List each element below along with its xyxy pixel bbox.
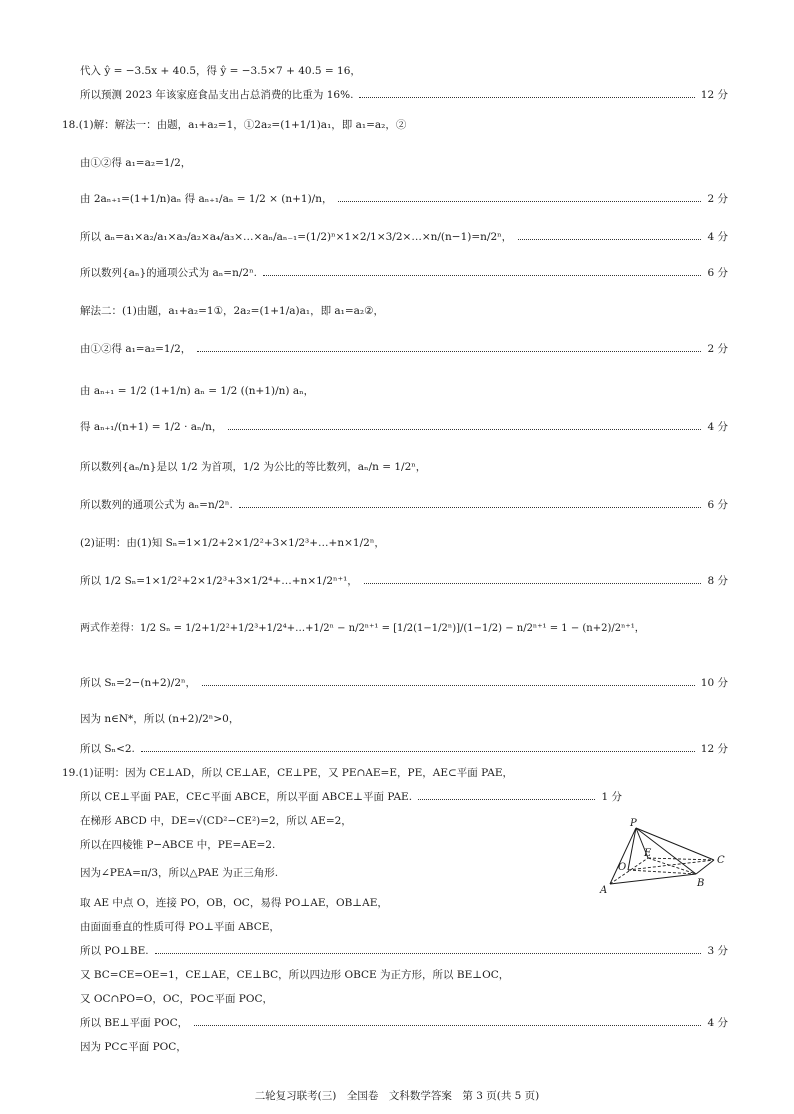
pyramid-figure (596, 818, 736, 896)
label-b: B (697, 878, 705, 889)
dot-leader (338, 201, 701, 202)
dot-leader (263, 275, 702, 276)
edge-oc (628, 860, 714, 870)
score-label: 2 分 (707, 343, 728, 355)
dot-leader (418, 799, 595, 800)
line-text: 所以 Sₙ=2−(n+2)/2ⁿ， (80, 677, 197, 689)
dot-leader (359, 97, 694, 98)
line-text: 由①②得 a₁=a₂=1/2， (80, 343, 192, 355)
scored-line (80, 420, 728, 434)
label-c: C (717, 855, 725, 866)
score-label: 4 分 (707, 231, 728, 243)
edge-ec (648, 858, 714, 860)
text-line: 由①②得 a₁=a₂=1/2， (80, 157, 192, 169)
text-line: 因为 PC⊂平面 POC， (80, 1041, 187, 1053)
scored-line (80, 192, 728, 206)
dot-leader (141, 751, 695, 752)
line-text: 所以 aₙ=a₁×a₂/a₁×a₃/a₂×a₄/a₃×…×aₙ/aₙ₋₁=(1/2)ⁿ×1×2/1×3/2×…×n/(n−1)=n/2ⁿ， (80, 231, 513, 243)
scored-line (80, 88, 728, 102)
label-e: E (644, 848, 652, 859)
score-label: 1 分 (601, 791, 622, 803)
text-line: 所以在四棱锥 P−ABCE 中，PE=AE=2. (80, 839, 276, 851)
problem-18-heading: 18.(1)解：解法一：由题，a₁+a₂=1，①2a₂=(1+1/1)a₁，即 a₁=a₂，② (62, 119, 407, 131)
text-line: 代入 ŷ = −3.5x + 40.5，得 ŷ = −3.5×7 + 40.5 = 16， (80, 65, 361, 77)
text-line: 又 BC=CE=OE=1，CE⊥AE，CE⊥BC，所以四边形 OBCE 为正方形，所以 BE⊥OC， (80, 969, 510, 981)
text-line: 因为 n∈N*，所以 (n+2)/2ⁿ>0， (80, 713, 240, 725)
text-line: 在梯形 ABCD 中，DE=√(CD²−CE²)=2，所以 AE=2， (80, 815, 352, 827)
scored-line (80, 676, 728, 690)
scored-line (80, 790, 622, 804)
text-line: 取 AE 中点 O，连接 PO，OB，OC，易得 PO⊥AE，OB⊥AE， (80, 897, 388, 909)
text-line: 由 aₙ₊₁ = 1/2 (1+1/n) aₙ = 1/2 ((n+1)/n) aₙ， (80, 385, 315, 397)
line-text: 所以 PO⊥BE. (80, 945, 149, 957)
edge-po (628, 828, 636, 870)
scored-line (80, 1016, 728, 1030)
scored-line (80, 944, 728, 958)
dot-leader (197, 351, 701, 352)
dot-leader (202, 685, 695, 686)
label-o: O (618, 862, 627, 873)
score-label: 12 分 (700, 743, 728, 755)
page-footer: 二轮复习联考(三) 全国卷 文科数学答案 第 3 页(共 5 页) (254, 1090, 540, 1102)
score-label: 2 分 (707, 193, 728, 205)
score-label: 4 分 (707, 421, 728, 433)
text-line: 解法二：(1)由题，a₁+a₂=1①，2a₂=(1+1/a)a₁，即 a₁=a₂②， (80, 305, 385, 317)
dot-leader (155, 953, 702, 954)
score-label: 8 分 (707, 575, 728, 587)
scored-line (80, 230, 728, 244)
edge-ob (628, 870, 696, 874)
text-line: (2)证明：由(1)知 Sₙ=1×1/2+2×1/2²+3×1/2³+…+n×1/2ⁿ， (80, 537, 385, 549)
line-text: 所以数列{aₙ}的通项公式为 aₙ=n/2ⁿ. (80, 267, 257, 279)
text-line: 又 OC∩PO=O，OC，PO⊂平面 POC， (80, 993, 274, 1005)
dot-leader (518, 239, 701, 240)
label-p: P (630, 818, 637, 829)
line-text: 所以 1/2 Sₙ=1×1/2²+2×1/2³+3×1/2⁴+…+n×1/2ⁿ⁺¹， (80, 575, 358, 587)
line-text: 由 2aₙ₊₁=(1+1/n)aₙ 得 aₙ₊₁/aₙ = 1/2 × (n+1)/n， (80, 193, 333, 205)
line-text: 所以 BE⊥平面 POC， (80, 1017, 189, 1029)
dot-leader (228, 429, 701, 430)
text-line: 因为∠PEA=π/3，所以△PAE 为正三角形. (80, 867, 279, 879)
scored-line (80, 498, 728, 512)
scored-line (80, 742, 728, 756)
problem-19-heading: 19.(1)证明：因为 CE⊥AD，所以 CE⊥AE，CE⊥PE，又 PE∩AE=E，PE，AE⊂平面 PAE， (62, 767, 513, 779)
text-line: 两式作差得：1/2 Sₙ = 1/2+1/2²+1/2³+1/2⁴+…+1/2ⁿ − n/2ⁿ⁺¹ = [1/2(1−1/2ⁿ)]/(1−1/2) − n/2ⁿ⁺¹ = 1 − (n+2)/2ⁿ⁺¹， (80, 623, 645, 634)
line-text: 所以 Sₙ<2. (80, 743, 135, 755)
line-text: 所以 CE⊥平面 PAE，CE⊂平面 ABCE，所以平面 ABCE⊥平面 PAE. (80, 791, 413, 803)
scored-line (80, 266, 728, 280)
score-label: 10 分 (700, 677, 728, 689)
dot-leader (239, 507, 702, 508)
text-line: 由面面垂直的性质可得 PO⊥平面 ABCE， (80, 921, 280, 933)
score-label: 6 分 (707, 267, 728, 279)
score-label: 4 分 (707, 1017, 728, 1029)
dot-leader (364, 583, 702, 584)
line-text: 得 aₙ₊₁/(n+1) = 1/2 · aₙ/n， (80, 421, 223, 433)
line-text: 所以预测 2023 年该家庭食品支出占总消费的比重为 16%. (80, 89, 354, 101)
label-a: A (600, 885, 608, 896)
dot-leader (194, 1025, 701, 1026)
scored-line (80, 342, 728, 356)
score-label: 3 分 (707, 945, 728, 957)
score-label: 6 分 (707, 499, 728, 511)
text-line: 所以数列{aₙ/n}是以 1/2 为首项，1/2 为公比的等比数列，aₙ/n = 1/2ⁿ， (80, 461, 427, 473)
score-label: 12 分 (700, 89, 728, 101)
line-text: 所以数列的通项公式为 aₙ=n/2ⁿ. (80, 499, 233, 511)
scored-line (80, 574, 728, 588)
